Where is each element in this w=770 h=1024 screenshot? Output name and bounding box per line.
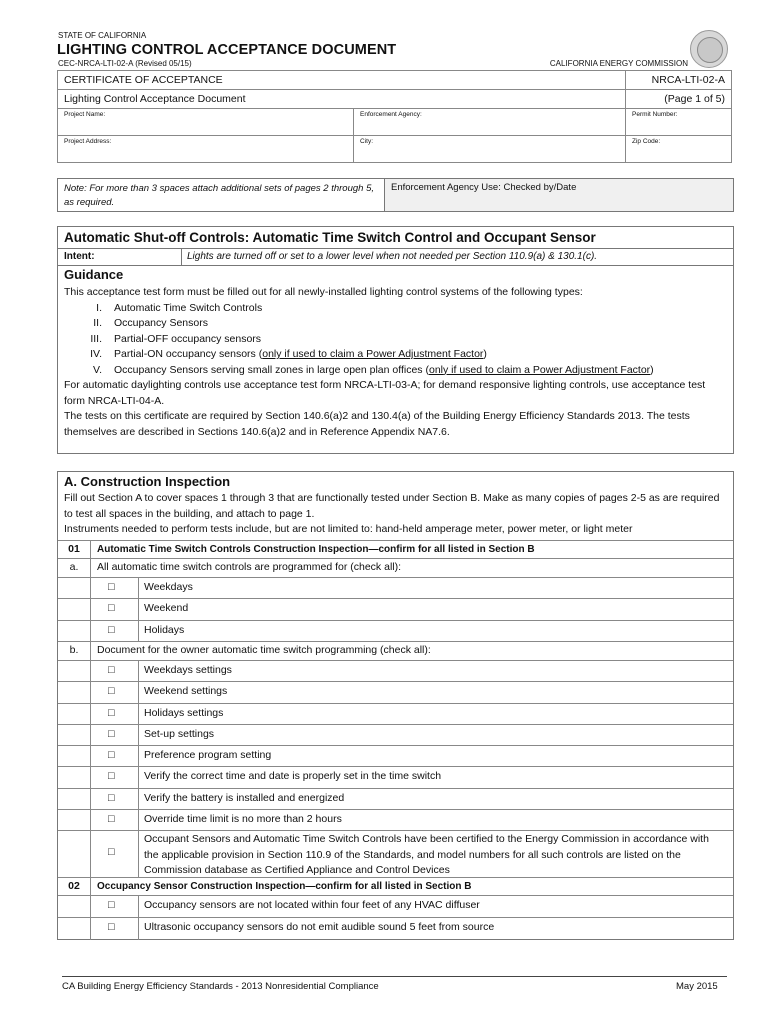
section-a-intro: [64, 491, 726, 538]
enforcement-agency-field[interactable]: Enforcement Agency:: [354, 109, 626, 136]
city-field[interactable]: City:: [354, 136, 626, 163]
item-b-option-label: Preference program setting: [144, 749, 272, 761]
section-a-intro-1: Fill out Section A to cover spaces 1 through 3 that are functionally tested under Section B. Make as many copies of pages 2-5 as are required to test all spaces in the building, and attach to page 1.: [64, 492, 720, 520]
note-text: Note: For more than 3 spaces attach additional sets of pages 2 through 5, as required.: [64, 183, 374, 208]
item-b-option-row: [58, 681, 733, 703]
item-b-option-label: Weekdays settings: [144, 664, 232, 676]
item-a-option-checkbox[interactable]: □: [108, 623, 115, 636]
item-b-option-label: Set-up settings: [144, 727, 215, 740]
project-name-field[interactable]: Project Name:: [58, 109, 354, 136]
certification-row: [58, 830, 733, 878]
item-01-title: Automatic Time Switch Controls Construction Inspection—confirm for all listed in Section B: [97, 544, 535, 555]
item-02-title: Occupancy Sensor Construction Inspection—confirm for all listed in Section B: [97, 881, 472, 892]
item-a-option-row: [58, 577, 733, 599]
item-b-option-row: [58, 745, 733, 767]
item-b-option-checkbox[interactable]: □: [108, 791, 115, 804]
shutoff-controls-section: [57, 226, 734, 454]
item-b-option-label: Verify the battery is installed and energized: [144, 791, 345, 804]
item-b-option-row: [58, 703, 733, 725]
item-a-option-label: Holidays: [144, 623, 185, 636]
agency-use-label: Enforcement Agency Use: Checked by/Date: [391, 182, 577, 193]
item-02-option-checkbox[interactable]: □: [108, 921, 115, 933]
item-b-text: Document for the owner automatic time switch programming (check all):: [97, 644, 431, 656]
page-number: (Page 1 of 5): [626, 90, 732, 109]
commission-name: CALIFORNIA ENERGY COMMISSION: [549, 59, 688, 68]
item-02-option-row: [58, 917, 733, 940]
section-a-title: A. Construction Inspection: [64, 474, 231, 489]
item-a-text: All automatic time switch controls are programmed for (check all):: [97, 561, 402, 573]
item-b-option-row: [58, 660, 733, 682]
item-b-option-label: Verify the correct time and date is properly set in the time switch: [144, 770, 442, 783]
item-a-option-checkbox[interactable]: □: [108, 602, 115, 615]
item-b-option-row: [58, 766, 733, 788]
item-02-option-checkbox[interactable]: □: [108, 899, 115, 911]
item-02-option-row: [58, 895, 733, 918]
item-a-option-label: Weekdays: [144, 581, 193, 593]
item-b-option-checkbox[interactable]: □: [108, 664, 115, 676]
list-item: IV. Partial-ON occupancy sensors (only if used to claim a Power Adjustment Factor): [90, 348, 487, 360]
cert-subtitle: Lighting Control Acceptance Document: [58, 90, 626, 109]
item-b-option-checkbox[interactable]: □: [108, 727, 115, 740]
list-item: V. Occupancy Sensors serving small zones in large open plan offices (only if used to claim a Power Adjustment Factor): [93, 363, 654, 376]
item-01-row: [58, 540, 733, 559]
item-b-label: b.: [69, 644, 79, 656]
permit-number-field[interactable]: Permit Number:: [626, 109, 732, 136]
item-a-option-row: [58, 620, 733, 642]
state-label: STATE OF CALIFORNIA: [58, 31, 147, 40]
item-a-option-label: Weekend: [144, 602, 189, 615]
item-b-option-checkbox[interactable]: □: [108, 812, 115, 825]
item-02-option-label: Ultrasonic occupancy sensors do not emit audible sound 5 feet from source: [144, 921, 495, 933]
cert-title: CERTIFICATE OF ACCEPTANCE: [58, 71, 626, 90]
note-box: [57, 178, 734, 212]
certification-text: Occupant Sensors and Automatic Time Switch Controls have been certified to the Energy Commission in accordance with the applicable provision in Section 110.9 of the Standards, and model numbers for all such controls are listed on the Commission database as Certified Appliance and Control Devices: [144, 833, 709, 876]
footer-left: CA Building Energy Efficiency Standards - 2013 Nonresidential Compliance: [62, 981, 379, 992]
footer-divider: [62, 976, 727, 977]
list-item: I. Automatic Time Switch Controls: [96, 301, 263, 314]
item-b-option-label: Holidays settings: [144, 706, 224, 719]
list-item: III. Partial-OFF occupancy sensors: [90, 332, 262, 345]
intent-row: [58, 248, 733, 266]
footer-right: May 2015: [676, 981, 718, 992]
item-02-option-label: Occupancy sensors are not located within four feet of any HVAC diffuser: [144, 899, 480, 911]
intent-text: Lights are turned off or set to a lower level when not needed per Section 110.9(a) & 130.1(c).: [187, 251, 598, 262]
item-b-option-checkbox[interactable]: □: [108, 706, 115, 719]
item-a-label: a.: [69, 561, 79, 573]
item-b-option-row: [58, 788, 733, 810]
guidance-para-2: For automatic daylighting controls use acceptance test form NRCA-LTI-03-A; for demand responsive lighting controls, use acceptance test form NRCA-LTI-04-A.: [64, 379, 706, 407]
item-01-number: 01: [68, 543, 80, 555]
item-b-option-checkbox[interactable]: □: [108, 685, 115, 698]
item-b-option-row: [58, 809, 733, 831]
item-b-option-label: Weekend settings: [144, 685, 228, 698]
item-a-row: [58, 558, 733, 578]
form-id: NRCA-LTI-02-A: [626, 71, 732, 90]
section-a-intro-2: Instruments needed to perform tests include, but are not limited to: hand-held amperage meter, power meter, or light meter: [64, 523, 633, 535]
item-a-option-checkbox[interactable]: □: [108, 581, 115, 593]
document-title: LIGHTING CONTROL ACCEPTANCE DOCUMENT: [57, 42, 397, 58]
item-b-row: [58, 641, 733, 661]
item-b-option-checkbox[interactable]: □: [108, 770, 115, 783]
item-b-option-label: Override time limit is no more than 2 hours: [144, 812, 342, 825]
california-seal-icon: [690, 30, 728, 68]
item-b-option-checkbox[interactable]: □: [108, 749, 115, 761]
certificate-header-table: [57, 70, 732, 163]
guidance-intro: This acceptance test form must be filled out for all newly-installed lighting control systems of the following types:: [64, 286, 583, 298]
item-02-number: 02: [68, 880, 80, 892]
construction-inspection-section: [57, 471, 734, 940]
guidance-title: Guidance: [64, 267, 124, 282]
certification-checkbox[interactable]: □: [108, 846, 115, 858]
list-item: II. Occupancy Sensors: [93, 317, 208, 329]
zip-code-field[interactable]: Zip Code:: [626, 136, 732, 163]
section-title: Automatic Shut-off Controls: Automatic Time Switch Control and Occupant Sensor: [64, 230, 596, 245]
item-a-option-row: [58, 598, 733, 620]
project-address-field[interactable]: Project Address:: [58, 136, 354, 163]
guidance-para-3: The tests on this certificate are required by Section 140.6(a)2 and 130.4(a) of the Building Energy Efficiency Standards 2013. The tests themselves are described in Sections 140.6(a)2 and in Reference Appendix NA7.6.: [64, 410, 690, 438]
intent-label: Intent:: [64, 251, 95, 262]
guidance-body: [64, 285, 726, 440]
item-b-option-row: [58, 724, 733, 746]
item-02-row: [58, 877, 733, 896]
form-revision: CEC-NRCA-LTI-02-A (Revised 05/15): [58, 59, 192, 68]
agency-use-field[interactable]: [384, 179, 733, 211]
